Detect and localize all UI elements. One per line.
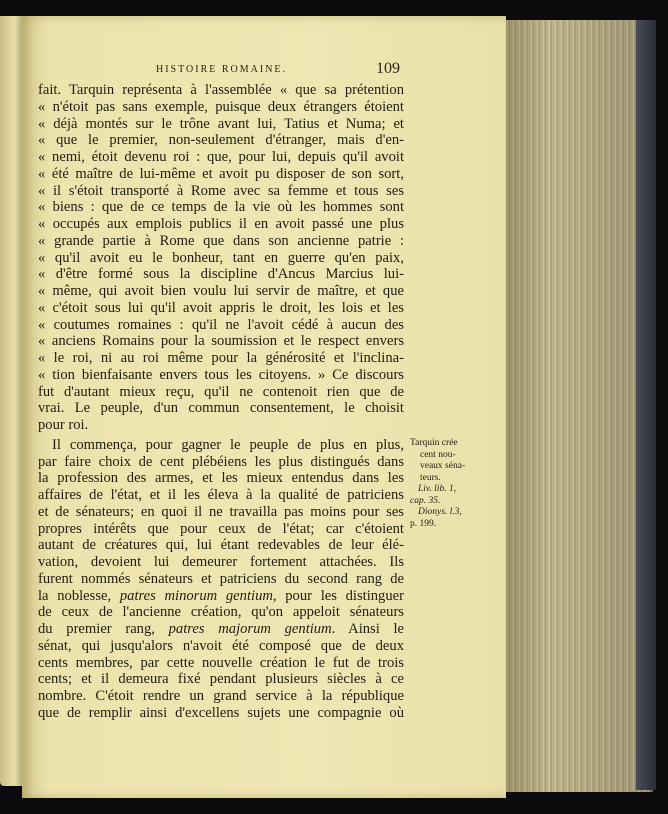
text-line: « anciens Romains pour la soumission et le respect envers: [38, 333, 404, 350]
text-line: « grande partie à Rome que dans son ancienne patrie :: [38, 232, 404, 249]
text-line: « tion bienfaisante envers tous les citoyens. » Ce discours: [38, 366, 404, 383]
text-line: cents membres, par cette nouvelle création le fut de trois: [38, 654, 404, 671]
margin-summary-line: veaux séna-: [420, 461, 466, 471]
text-line: propres intérêts que pour ceux de l'état; car c'étoient: [38, 520, 404, 537]
text-line: « d'être formé sous la discipline d'Ancus Marcius lui-: [38, 266, 404, 283]
margin-summary-line: Tarquin crée: [410, 438, 458, 448]
text-fragment: pour les distinguer: [276, 587, 404, 604]
text-line: vrai. Le peuple, d'un commun consentement, le choisit: [38, 400, 404, 417]
text-line: nombre. C'étoit rendre un grand service à la république: [38, 688, 404, 704]
text-line: « c'étoit sous lui qu'il avoit appris le droit, les lois et les: [38, 299, 404, 316]
text-line: autant de créatures qui, lui étant redevables de leur élé-: [38, 537, 404, 554]
text-line: « été maître de lui-même et avoit pu disposer de son sort,: [38, 165, 404, 182]
text-line: sénat, qui jusqu'alors n'avoit été composé que de deux: [38, 637, 404, 654]
page-number: 109: [376, 60, 400, 77]
text-fragment: la noblesse,: [38, 587, 120, 604]
text-line: et de sénateurs; en quoi il ne travailla pas moins pour ses: [38, 503, 404, 520]
text-fragment: . Ainsi le: [331, 621, 405, 637]
text-line: « coutumes romaines : qu'il ne l'avoit cédé à aucun des: [38, 316, 404, 333]
text-line: « même, qui avoit bien voulu lui servir de maître, et que: [38, 283, 404, 299]
latin-phrase: patres minorum gentium,: [119, 587, 277, 604]
text-line: « nemi, étoit devenu roi : que, pour lui, depuis qu'il avoit: [38, 149, 404, 165]
text-line: que de remplir ainsi d'excellens sujets une compagnie où: [38, 704, 404, 721]
text-line: fut d'autant mieux reçu, qu'il ne contenoit rien que de: [38, 383, 404, 400]
text-line: [38, 621, 404, 638]
margin-note: [410, 438, 502, 530]
text-line: « déjà montés sur le trône avant lui, Tatius et Numa; et: [38, 115, 404, 132]
text-line: Il commença, pour gagner le peuple de plus en plus,: [52, 436, 404, 453]
text-fragment: du premier rang,: [38, 621, 169, 637]
text-line: fait. Tarquin représenta à l'assemblée « que sa prétention: [38, 82, 404, 98]
latin-phrase: patres majorum gentium: [168, 621, 332, 637]
margin-reference: cap. 35.: [410, 495, 441, 506]
book-cover-edge: [636, 20, 656, 790]
margin-reference: Liv. lib. 1,: [418, 484, 457, 494]
body-text: [38, 82, 404, 722]
text-line: par faire choix de cent plébéiens les plus distingués dans: [38, 453, 404, 470]
text-line: « qu'il avoit eu le bonheur, tant en guerre qu'en paix,: [38, 249, 404, 266]
text-line: « occupés aux emplois publics il en avoit passé une plus: [38, 216, 404, 232]
text-line: « que le premier, non-seulement d'étranger, mais d'en-: [38, 132, 404, 149]
text-line: [38, 588, 404, 605]
margin-reference: Dionys. l.3,: [418, 507, 462, 517]
text-line: la profession des armes, et les mieux entendus dans les: [38, 470, 404, 487]
margin-summary-line: cent nou-: [420, 449, 456, 460]
running-header: HISTOIRE ROMAINE.: [156, 64, 288, 75]
text-line: vation, devoient lui demeurer fortement attachées. Ils: [38, 554, 404, 570]
text-line: « n'étoit pas sans exemple, puisque deux étrangers étoient: [38, 98, 404, 115]
text-line: « il s'étoit transporté à Rome avec sa femme et tous ses: [38, 182, 404, 199]
text-line: « le roi, ni au roi même pour la générosité et l'inclina-: [38, 350, 404, 366]
text-line: cents; et il demeura fixé pendant plusieurs siècles à ce: [38, 671, 404, 688]
text-line: « biens : que de ce temps de la vie où les hommes sont: [38, 199, 404, 216]
margin-reference: p. 199.: [410, 518, 437, 529]
page-edge-shading: [506, 20, 650, 792]
facing-page-edge: [0, 16, 24, 786]
text-line: pour roi.: [38, 417, 89, 433]
text-line: affaires de l'état, et il les éleva à la qualité de patriciens: [38, 487, 404, 503]
margin-summary-line: teurs.: [420, 472, 441, 483]
text-line: de ceux de l'ancienne création, qu'on appeloit sénateurs: [38, 604, 404, 621]
text-line: furent nommés sénateurs et patriciens du second rang de: [38, 570, 404, 587]
